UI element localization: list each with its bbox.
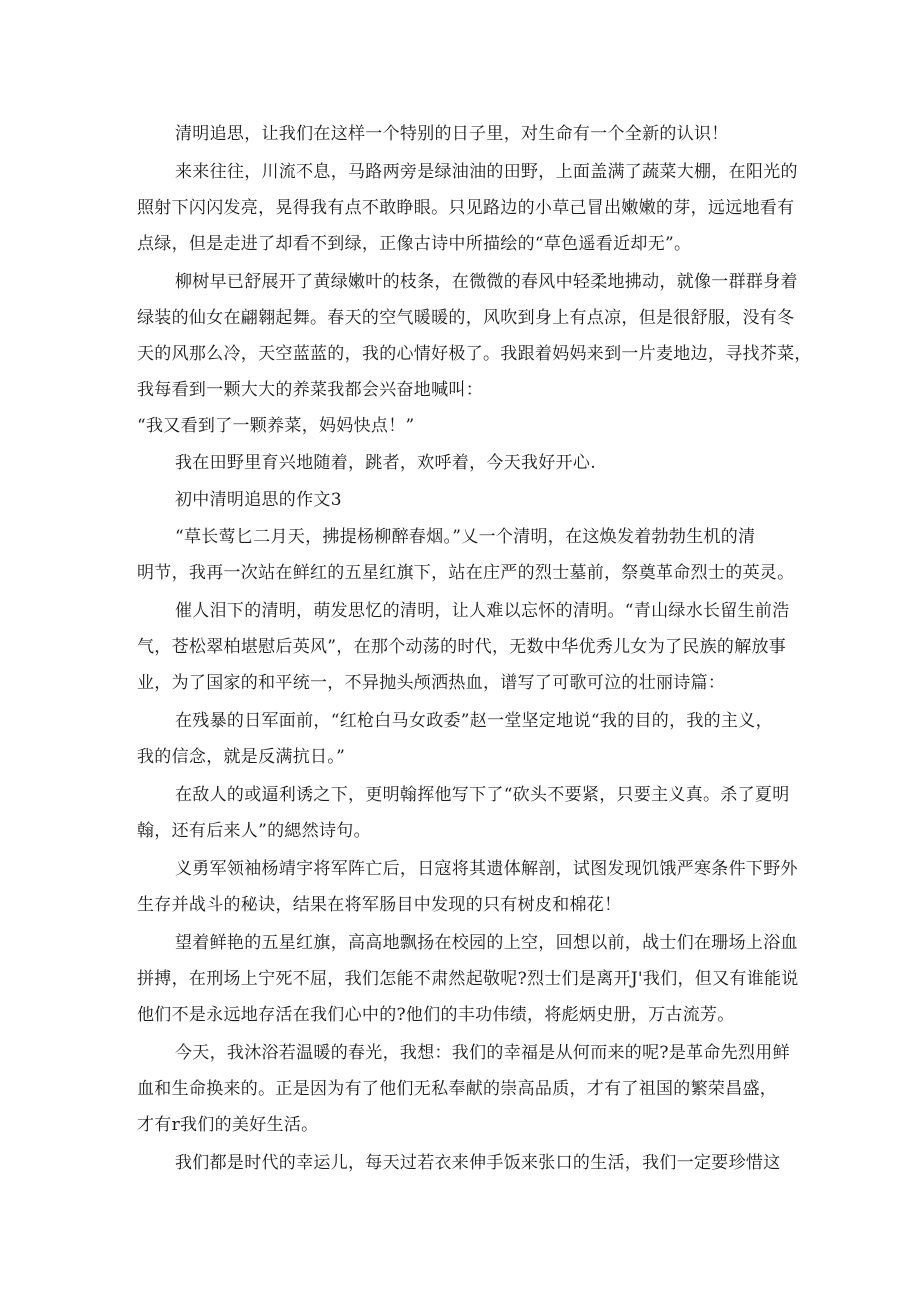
text-line: 在敌人的或逼利诱之下，更明翰挥他写下了“砍头不要紧，只要主义真。杀了夏明 xyxy=(175,785,790,805)
text-line: 我每看到一颗大大的养菜我都会兴奋地喊叫： xyxy=(137,380,483,400)
text-line: 我的信念，就是反满抗日。” xyxy=(137,747,346,767)
text-line: 在残暴的日军面前，“红枪白马女政委”赵一堂坚定地说“我的目的，我的主义， xyxy=(175,711,773,731)
text-line: 我们都是时代的幸运儿，每天过若衣来伸手饭来张口的生活，我们一定要珍惜这 xyxy=(175,1153,781,1173)
text-line: 生存并战斗的秘诀，结果在将军肠目中发现的只有树皮和棉花！ xyxy=(137,895,622,915)
text-line: 天的风那么冷，天空蓝蓝的，我的心情好极了。我跟着妈妈来到一片麦地边，寻找芥菜， xyxy=(137,344,812,364)
text-line: 催人泪下的清明，萌发思忆的清明，让人难以忘怀的清明。“青山绿水长留生前浩 xyxy=(175,601,790,621)
text-line: “我又看到了一颗养菜，妈妈快点！” xyxy=(137,416,415,436)
text-line: 义勇军领袖杨靖宇将军阵亡后，日寇将其遗体解剖，试图发现饥饿严寒条件下野外 xyxy=(175,859,798,879)
text-line: 拼搏，在刑场上宁死不屈，我们怎能不肃然起敬呢?烈士们是离开J'我们，但又有谁能说 xyxy=(137,969,799,989)
text-line: 我在田野里育兴地随着，跳者，欢呼着，今天我好开心. xyxy=(175,453,596,473)
text-line: 望着鲜艳的五星红旗，高高地飘扬在校园的上空，回想以前，战士们在珊场上浴血 xyxy=(175,933,798,953)
text-line: 来来往往，川流不息，马路两旁是绿油油的田野，上面盖满了蔬菜大棚，在阳光的 xyxy=(175,162,798,182)
text-line: 血和生命换来的。正是因为有了他们无私奉献的崇高品质，才有了祖国的繁荣昌盛， xyxy=(137,1079,778,1099)
text-line: 柳树早已舒展开了黄绿嫩叶的枝条，在微微的春风中轻柔地拂动，就像一群群身着 xyxy=(175,272,798,292)
text-line: 气，苍松翠柏堪慰后英风”，在那个动荡的时代，无数中华优秀儿女为了民族的解放事 xyxy=(137,637,787,657)
text-line: “草长莺匕二月天，拂提杨柳醉春烟。”乂一个清明，在这焕发着勃勃生机的清 xyxy=(175,527,756,547)
text-line: 他们不是永远地存活在我们心中的?他们的丰功伟绩，将彪炳史册，万古流芳。 xyxy=(137,1005,735,1025)
section-heading: 初中清明追思的作文3 xyxy=(175,490,342,510)
text-line: 清明追思，让我们在这样一个特别的日子里，对生命有一个全新的认识！ xyxy=(175,124,729,144)
text-line: 翰，还有后来人”的緦然诗句。 xyxy=(137,821,371,841)
text-line: 照射下闪闪发亮，晃得我有点不敢睁眼。只见路边的小草己冒出嫩嫩的芽，远远地看有 xyxy=(137,198,795,218)
text-line: 业，为了国家的和平统一，不异抛头颅洒热血，谱写了可歌可泣的壮丽诗篇： xyxy=(137,673,726,693)
text-line: 绿装的仙女在翩翱起舞。春天的空气暖暖的，风吹到身上有点凉，但是很舒服，没有冬 xyxy=(137,308,795,328)
text-line: 才有r我们的美好生活。 xyxy=(137,1115,319,1135)
text-line: 明节，我再一次站在鲜红的五星红旗下，站在庄严的烈士墓前，祭奠革命烈士的英灵。 xyxy=(137,563,795,583)
text-line: 今天，我沐浴若温暖的春光，我想：我们的幸福是从何而来的呢?是革命先烈用鲜 xyxy=(175,1043,790,1063)
text-line: 点绿，但是走进了却看不到绿，正像古诗中所描绘的“草色遥看近却无”。 xyxy=(137,234,692,254)
